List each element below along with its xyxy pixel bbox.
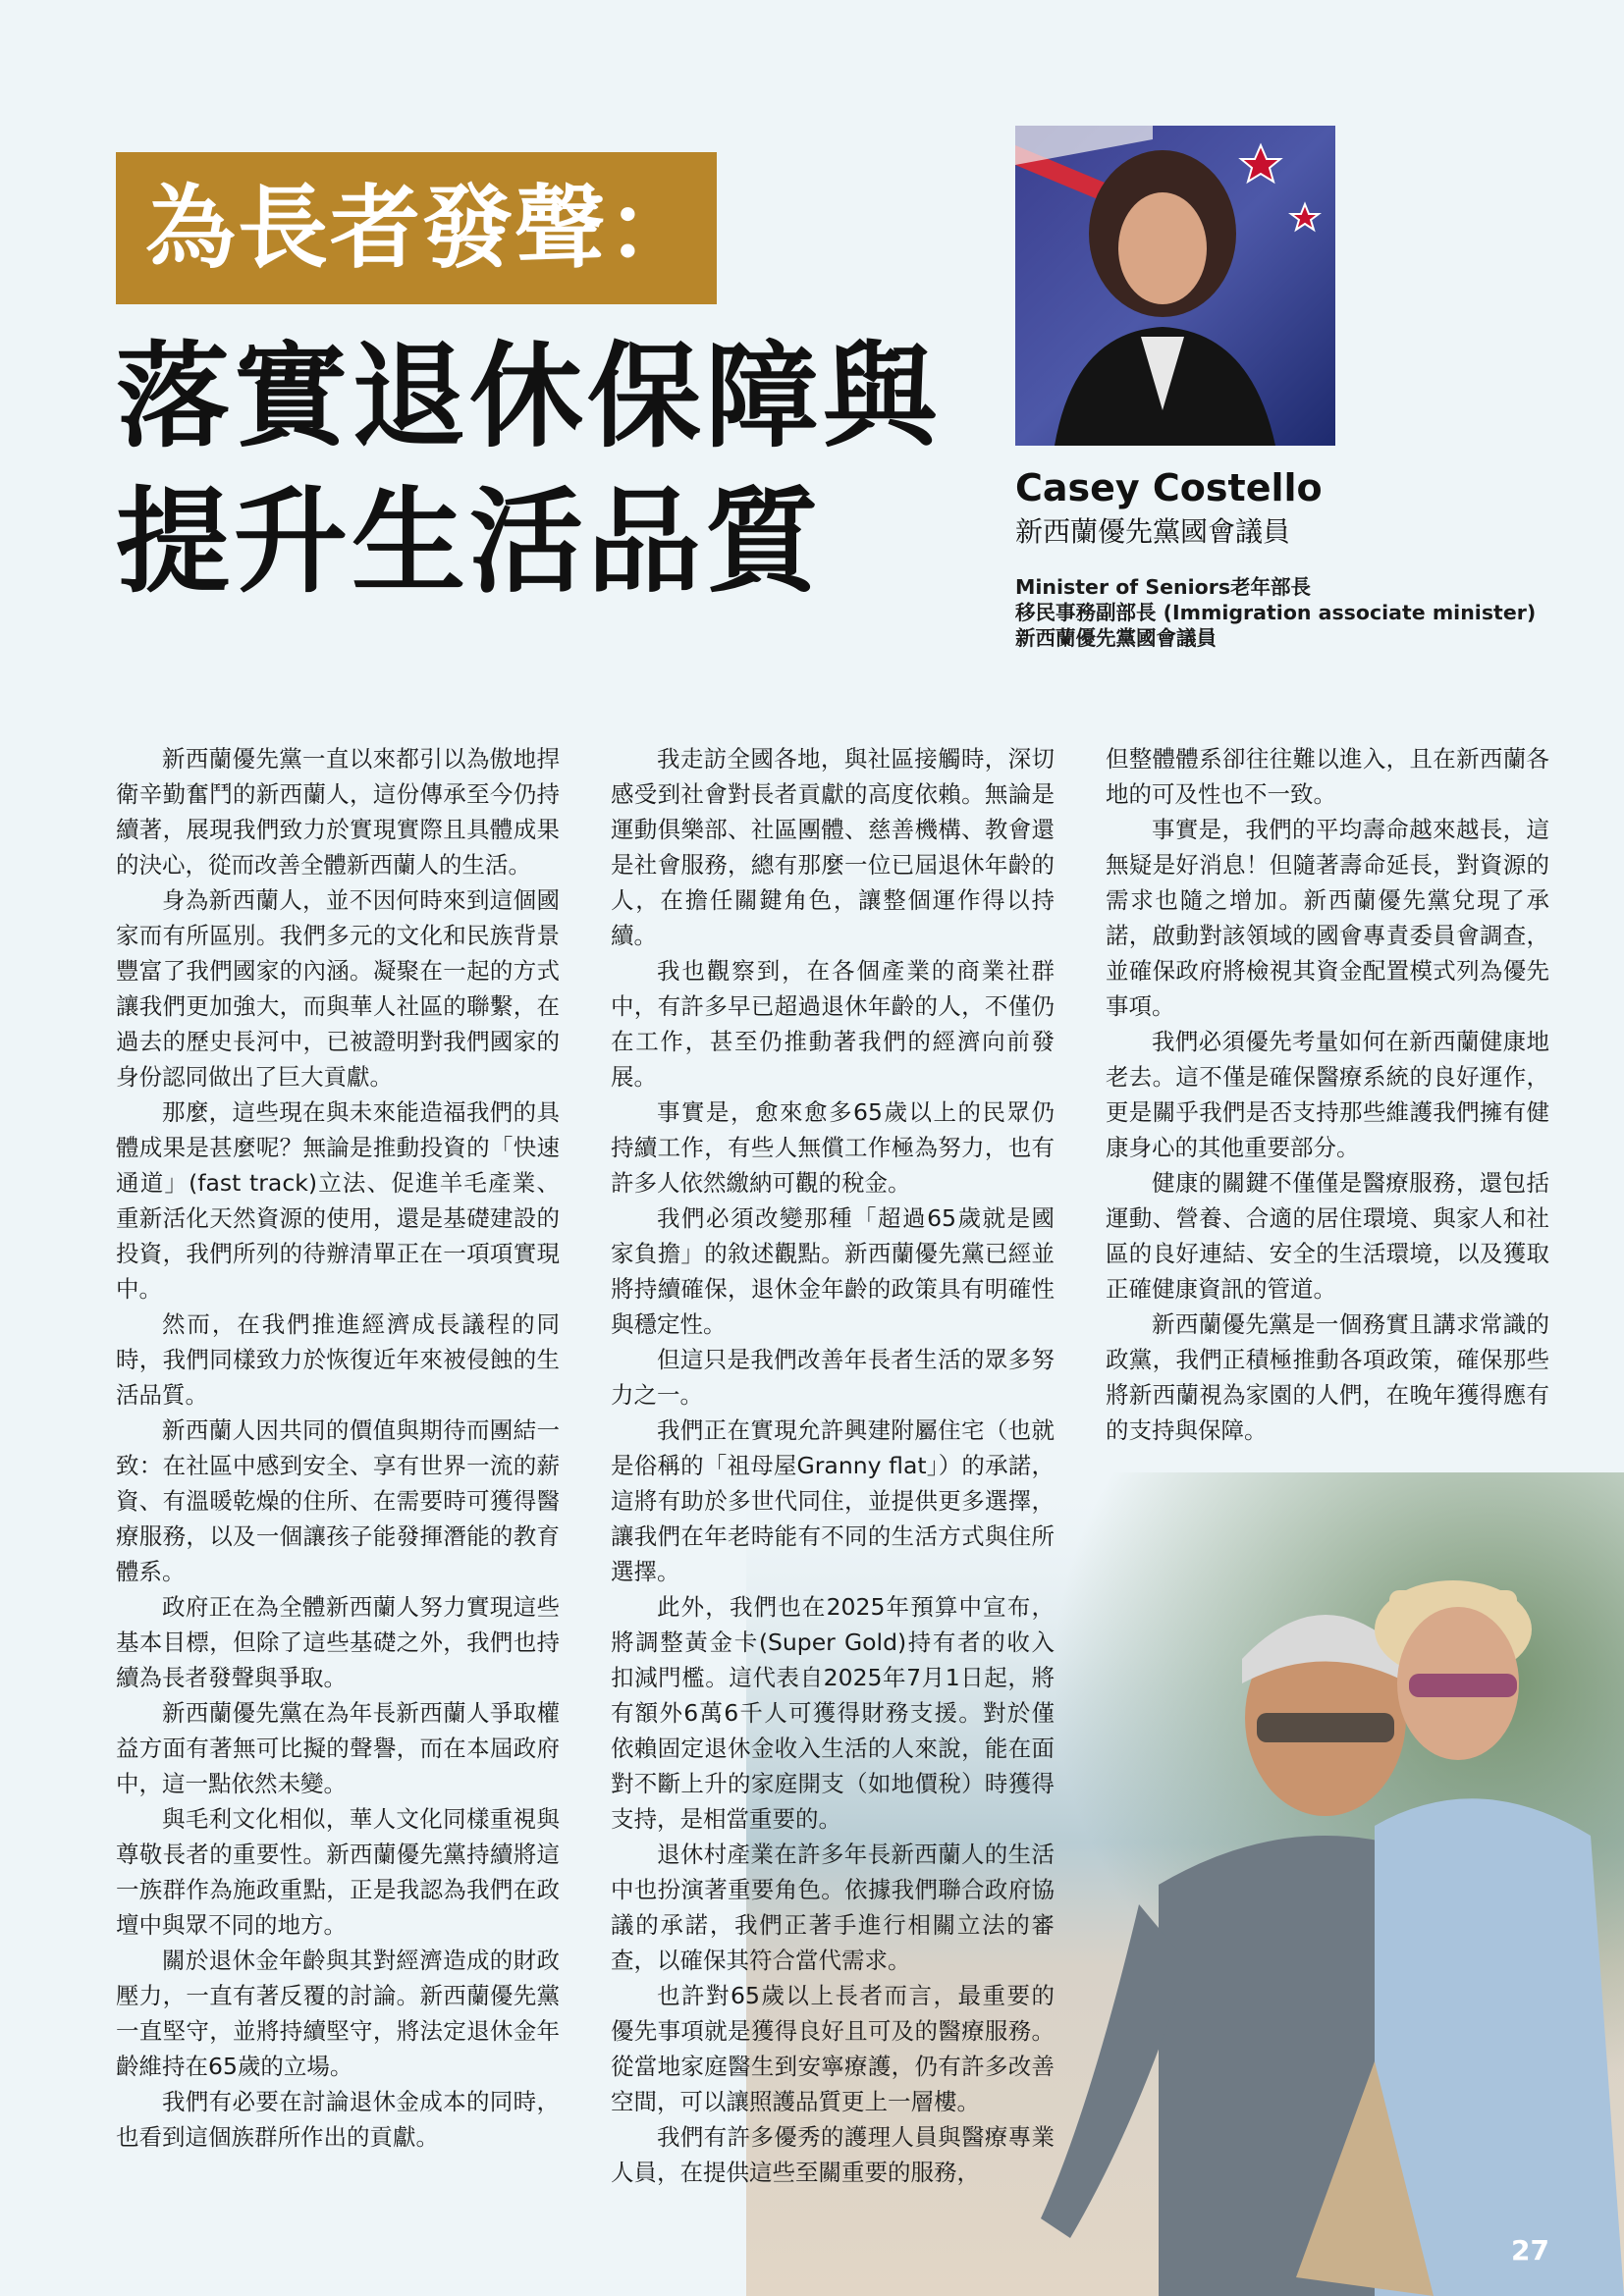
paragraph: 新西蘭優先黨是一個務實且講求常識的政黨，我們正積極推動各項政策，確保那些將新西蘭視為家園的人們，在晚年獲得應有的支持與保障。 <box>1106 1310 1549 1444</box>
page-title <box>116 324 960 614</box>
article-column-2 <box>611 741 1055 2190</box>
headline-line-2: 提升生活品質 <box>116 475 823 609</box>
paragraph: 但這只是我們改善年長者生活的眾多努力之一。 <box>611 1346 1055 1409</box>
paragraph: 事實是，愈來愈多65歲以上的民眾仍持續工作，有些人無償工作極為努力，也有許多人依然繳納可觀的稅金。 <box>611 1098 1055 1197</box>
paragraph: 我們有必要在討論退休金成本的同時，也看到這個族群所作出的貢獻。 <box>116 2088 560 2151</box>
article-column-1 <box>116 741 560 2155</box>
paragraph: 新西蘭人因共同的價值與期待而團結一致：在社區中感到安全、享有世界一流的薪資、有溫暖乾燥的住所、在需要時可獲得醫療服務，以及一個讓孩子能發揮潛能的教育體系。 <box>116 1416 560 1585</box>
author-portrait <box>1015 126 1335 446</box>
paragraph: 我們正在實現允許興建附屬住宅（也就是俗稱的「祖母屋Granny flat」）的承諾，這將有助於多世代同住，並提供更多選擇，讓我們在年老時能有不同的生活方式與住所選擇。 <box>611 1416 1055 1585</box>
headline-line-1: 落實退休保障與 <box>116 330 941 463</box>
paragraph: 新西蘭優先黨一直以來都引以為傲地捍衛辛勤奮鬥的新西蘭人，這份傳承至今仍持續著，展現我們致力於實現實際且具體成果的決心，從而改善全體新西蘭人的生活。 <box>116 745 560 879</box>
paragraph: 與毛利文化相似，華人文化同樣重視與尊敬長者的重要性。新西蘭優先黨持續將這一族群作為施政重點，正是我認為我們在政壇中與眾不同的地方。 <box>116 1805 560 1939</box>
author-party-title: 新西蘭優先黨國會議員 <box>1015 515 1291 548</box>
paragraph: 事實是，我們的平均壽命越來越長，這無疑是好消息！但隨著壽命延長，對資源的需求也隨之增加。新西蘭優先黨兌現了承諾，啟動對該領域的國會專責委員會調查，並確保政府將檢視其資金配置模式列為優先事項。 <box>1106 816 1549 1020</box>
paragraph: 我們有許多優秀的護理人員與醫療專業人員，在提供這些至關重要的服務， <box>611 2123 1055 2186</box>
paragraph: 然而，在我們推進經濟成長議程的同時，我們同樣致力於恢復近年來被侵蝕的生活品質。 <box>116 1310 560 1409</box>
author-role-3: 新西蘭優先黨國會議員 <box>1015 626 1217 650</box>
paragraph: 我們必須改變那種「超過65歲就是國家負擔」的敘述觀點。新西蘭優先黨已經並將持續確保，退休金年齡的政策具有明確性與穩定性。 <box>611 1204 1055 1338</box>
paragraph: 但整體體系卻往往難以進入，且在新西蘭各地的可及性也不一致。 <box>1106 745 1549 808</box>
kicker-text: 為長者發聲： <box>145 175 700 281</box>
author-role-2: 移民事務副部長 (Immigration associate minister) <box>1015 601 1537 624</box>
article-column-3 <box>1106 741 1549 1448</box>
paragraph: 退休村產業在許多年長新西蘭人的生活中也扮演著重要角色。依據我們聯合政府協議的承諾，我們正著手進行相關立法的審查，以確保其符合當代需求。 <box>611 1841 1055 1974</box>
page-number: 27 <box>1511 2234 1549 2267</box>
paragraph: 我也觀察到，在各個產業的商業社群中，有許多早已超過退休年齡的人，不僅仍在工作，甚至仍推動著我們的經濟向前發展。 <box>611 957 1055 1091</box>
author-role-1: Minister of Seniors老年部長 <box>1015 575 1312 599</box>
paragraph: 健康的關鍵不僅僅是醫療服務，還包括運動、營養、合適的居住環境、與家人和社區的良好連結、安全的生活環境，以及獲取正確健康資訊的管道。 <box>1106 1169 1549 1303</box>
paragraph: 我們必須優先考量如何在新西蘭健康地老去。這不僅是確保醫療系統的良好運作， 更是關乎我們是否支持那些維護我們擁有健康身心的其他重要部分。 <box>1106 1028 1549 1161</box>
paragraph: 身為新西蘭人，並不因何時來到這個國家而有所區別。我們多元的文化和民族背景豐富了我們國家的內涵。凝聚在一起的方式讓我們更加強大，而與華人社區的聯繫，在過去的歷史長河中，已被證明對我們國家的身份認同做出了巨大貢獻。 <box>116 886 560 1091</box>
author-name: Casey Costello <box>1015 466 1323 509</box>
paragraph: 此外，我們也在2025年預算中宣布，將調整黃金卡(Super Gold)持有者的收入扣減門檻。這代表自2025年7月1日起，將有額外6萬6千人可獲得財務支援。對於僅依賴固定退休金收入生活的人來說，能在面對不斷上升的家庭開支（如地價稅）時獲得支持，是相當重要的。 <box>611 1593 1055 1833</box>
paragraph: 我走訪全國各地，與社區接觸時，深切感受到社會對長者貢獻的高度依賴。無論是運動俱樂部、社區團體、慈善機構、教會還是社會服務，總有那麼一位已屆退休年齡的人，在擔任關鍵角色，讓整個運作得以持續。 <box>611 745 1055 949</box>
author-byline <box>1015 463 1565 552</box>
kicker-banner <box>116 152 717 304</box>
paragraph: 政府正在為全體新西蘭人努力實現這些基本目標，但除了這些基礎之外，我們也持續為長者發聲與爭取。 <box>116 1593 560 1691</box>
paragraph: 那麼，這些現在與未來能造福我們的具體成果是甚麼呢？無論是推動投資的「快速通道」(fast track)立法、促進羊毛產業、重新活化天然資源的使用，還是基礎建設的投資，我們所列的待辦清單正在一項項實現中。 <box>116 1098 560 1303</box>
paragraph: 也許對65歲以上長者而言，最重要的優先事項就是獲得良好且可及的醫療服務。從當地家庭醫生到安寧療護，仍有許多改善空間，可以讓照護品質更上一層樓。 <box>611 1982 1055 2115</box>
paragraph: 新西蘭優先黨在為年長新西蘭人爭取權益方面有著無可比擬的聲譽，而在本屆政府中，這一點依然未變。 <box>116 1699 560 1797</box>
author-roles <box>1015 574 1585 651</box>
paragraph: 關於退休金年齡與其對經濟造成的財政壓力，一直有著反覆的討論。新西蘭優先黨一直堅守，並將持續堅守，將法定退休金年齡維持在65歲的立場。 <box>116 1947 560 2080</box>
